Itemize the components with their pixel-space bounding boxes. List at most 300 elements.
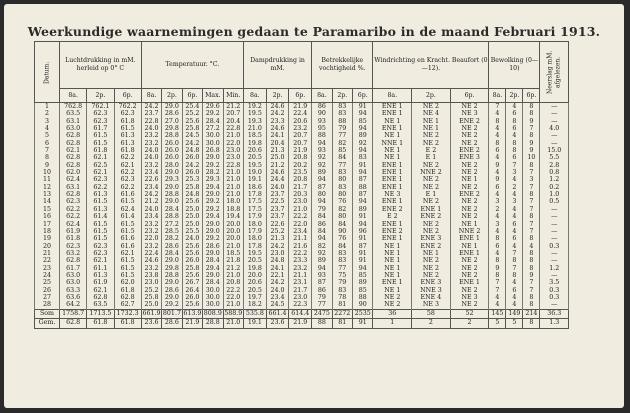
humidity-8a-cell: 79 bbox=[312, 206, 332, 213]
vapour-8a-cell: 18.6 bbox=[243, 184, 266, 191]
pressure-2p-cell: 61.5 bbox=[87, 140, 114, 147]
temp-max-cell: 30.0 bbox=[203, 294, 223, 301]
rain-cell: — bbox=[540, 110, 569, 117]
vapour-2p-cell: 22.5 bbox=[266, 198, 289, 205]
table-body bbox=[35, 103, 569, 310]
wind-6p-cell: NE 2 bbox=[450, 265, 489, 272]
pressure-2p-cell: 62.3 bbox=[87, 176, 114, 183]
table-row bbox=[35, 110, 569, 117]
humidity-6p-cell: 91 bbox=[353, 213, 373, 220]
cloud-8a-cell: 6 bbox=[489, 184, 506, 191]
vapour-8a-cell: 19.5 bbox=[243, 250, 266, 257]
humidity-2p-cell: 83 bbox=[332, 287, 352, 294]
humidity-2p-cell: 83 bbox=[332, 184, 352, 191]
wind-6p-cell: NE 2 bbox=[450, 140, 489, 147]
humidity-2p-cell: 85 bbox=[332, 147, 352, 154]
humidity-8a-cell: 79 bbox=[312, 294, 332, 301]
temp-6p-cell: 24.2 bbox=[182, 140, 202, 147]
day-cell: 19 bbox=[35, 235, 60, 242]
wind-2p-cell: ENE 2 bbox=[412, 213, 451, 220]
temp-min-cell: 22.8 bbox=[223, 125, 243, 132]
temp-8a-cell: 23.8 bbox=[141, 272, 161, 279]
totals-value: 2535 bbox=[353, 309, 373, 319]
vapour-6p-cell: 20.7 bbox=[289, 132, 312, 139]
cloud-2p-cell: 3 bbox=[506, 198, 523, 205]
cloud-6p-cell: 9 bbox=[523, 272, 540, 279]
temp-max-cell: 28.4 bbox=[203, 279, 223, 286]
wind-2p-cell: ENE 4 bbox=[412, 294, 451, 301]
day-cell: 13 bbox=[35, 191, 60, 198]
temp-2p-cell: 26.0 bbox=[162, 140, 182, 147]
cloud-2p-cell: 4 bbox=[506, 213, 523, 220]
cloud-2p-cell: 4 bbox=[506, 228, 523, 235]
page bbox=[4, 4, 624, 408]
humidity-8a-cell: 94 bbox=[312, 265, 332, 272]
table-row bbox=[35, 243, 569, 250]
humidity-8a-cell: 89 bbox=[312, 169, 332, 176]
humidity-6p-cell: 91 bbox=[353, 257, 373, 264]
cloud-6p-cell: 9 bbox=[523, 147, 540, 154]
table-row bbox=[35, 301, 569, 309]
temp-6p-cell: 25.8 bbox=[182, 265, 202, 272]
wind-6p-cell: NE 2 bbox=[450, 287, 489, 294]
vapour-2p-cell: 25.2 bbox=[266, 228, 289, 235]
rain-cell: 0.5 bbox=[540, 198, 569, 205]
pressure-2p-cell: 61.4 bbox=[87, 213, 114, 220]
rain-cell: 2.8 bbox=[540, 162, 569, 169]
temp-8a-cell: 24.0 bbox=[141, 147, 161, 154]
pressure-6p-cell: 62.7 bbox=[114, 301, 141, 309]
pressure-8a-cell: 62.8 bbox=[59, 140, 86, 147]
temp-min-cell: 21.0 bbox=[223, 272, 243, 279]
vapour-2p-cell: 24.1 bbox=[266, 265, 289, 272]
pressure-6p-cell: 62.2 bbox=[114, 154, 141, 161]
pressure-8a-cell: 63.3 bbox=[59, 287, 86, 294]
vapour-8a-cell: 19.0 bbox=[243, 169, 266, 176]
totals-value: 52 bbox=[450, 309, 489, 319]
temp-2p-cell: 28.0 bbox=[162, 162, 182, 169]
pressure-8a-cell: 62.3 bbox=[59, 243, 86, 250]
vapour-6p-cell: 21.1 bbox=[289, 235, 312, 242]
wind-6p-cell: NE 2 bbox=[450, 132, 489, 139]
pressure-2p-cell: 61.1 bbox=[87, 265, 114, 272]
rain-cell: 15.0 bbox=[540, 147, 569, 154]
temp-max-cell: 28.4 bbox=[203, 257, 223, 264]
cloud-6p-cell: 8 bbox=[523, 213, 540, 220]
pressure-6p-cell: 61.5 bbox=[114, 257, 141, 264]
cloud-8a-cell: 4 bbox=[489, 213, 506, 220]
rain-cell: 4.0 bbox=[540, 125, 569, 132]
day-cell: 27 bbox=[35, 294, 60, 301]
vapour-6p-cell: 22.3 bbox=[289, 301, 312, 309]
means-value: 81 bbox=[332, 319, 352, 329]
totals-value: 2272 bbox=[332, 309, 352, 319]
wind-6p-cell: ENE 1 bbox=[450, 279, 489, 286]
totals-value: 1758.7 bbox=[59, 309, 86, 319]
pressure-8a-cell: 61.9 bbox=[59, 228, 86, 235]
wind-6p-cell: ENE 2 bbox=[450, 118, 489, 125]
temp-max-cell: 30.0 bbox=[203, 132, 223, 139]
temp-8a-cell: 23.2 bbox=[141, 228, 161, 235]
vapour-8a-cell: 18.0 bbox=[243, 235, 266, 242]
day-cell: 17 bbox=[35, 221, 60, 228]
temp-min-cell: 18.8 bbox=[223, 206, 243, 213]
rain-cell: 3.5 bbox=[540, 279, 569, 286]
mean-row bbox=[35, 319, 569, 329]
means-value: 2 bbox=[412, 319, 451, 329]
cloud-8a-cell: 7 bbox=[489, 287, 506, 294]
pressure-2p-cell: 61.5 bbox=[87, 132, 114, 139]
temp-8a-cell: 22.6 bbox=[141, 176, 161, 183]
temp-8a-cell: 23.4 bbox=[141, 169, 161, 176]
vapour-2p-cell: 21.3 bbox=[266, 235, 289, 242]
sub-6p: 6p. bbox=[114, 89, 141, 103]
humidity-2p-cell: 76 bbox=[332, 198, 352, 205]
wind-6p-cell: NE 2 bbox=[450, 206, 489, 213]
humidity-2p-cell: 83 bbox=[332, 103, 352, 111]
humidity-6p-cell: 91 bbox=[353, 250, 373, 257]
totals-value: 36 bbox=[373, 309, 412, 319]
wind-2p-cell: E 1 bbox=[412, 154, 451, 161]
vapour-6p-cell: 22.2 bbox=[289, 213, 312, 220]
sub-min: Min. bbox=[223, 89, 243, 103]
cloud-2p-cell: 4 bbox=[506, 279, 523, 286]
pressure-8a-cell: 62.8 bbox=[59, 154, 86, 161]
pressure-2p-cell: 61.7 bbox=[87, 125, 114, 132]
wind-2p-cell: NNE 3 bbox=[412, 287, 451, 294]
humidity-8a-cell: 92 bbox=[312, 154, 332, 161]
temp-6p-cell: 26.0 bbox=[182, 169, 202, 176]
wind-8a-cell: ENE 2 bbox=[373, 206, 412, 213]
pressure-6p-cell: 61.5 bbox=[114, 125, 141, 132]
vapour-6p-cell: 20.3 bbox=[289, 191, 312, 198]
temp-min-cell: 21.2 bbox=[223, 265, 243, 272]
temp-max-cell: 30.0 bbox=[203, 301, 223, 309]
day-cell: 12 bbox=[35, 184, 60, 191]
pressure-8a-cell: 63.5 bbox=[59, 110, 86, 117]
table-row bbox=[35, 206, 569, 213]
table-row bbox=[35, 250, 569, 257]
humidity-6p-cell: 94 bbox=[353, 125, 373, 132]
cloud-8a-cell: 4 bbox=[489, 228, 506, 235]
rain-cell: — bbox=[540, 103, 569, 111]
cloud-8a-cell: 4 bbox=[489, 132, 506, 139]
table-row bbox=[35, 184, 569, 191]
pressure-2p-cell: 63.5 bbox=[87, 301, 114, 309]
temp-min-cell: 21.0 bbox=[223, 243, 243, 250]
pressure-8a-cell: 62.1 bbox=[59, 147, 86, 154]
temp-6p-cell: 26.0 bbox=[182, 294, 202, 301]
wind-8a-cell: NNE 1 bbox=[373, 140, 412, 147]
temp-min-cell: 22.0 bbox=[223, 140, 243, 147]
humidity-8a-cell: 89 bbox=[312, 257, 332, 264]
totals-value: 58 bbox=[412, 309, 451, 319]
temp-min-cell: 18.5 bbox=[223, 250, 243, 257]
temp-8a-cell: 25.8 bbox=[141, 294, 161, 301]
rain-cell: 1.0 bbox=[540, 191, 569, 198]
header-vochtigheid: Betrekkelijke vochtigheid %. bbox=[312, 42, 373, 89]
means-value: 88 bbox=[312, 319, 332, 329]
totals-label: Som bbox=[35, 309, 60, 319]
temp-8a-cell: 23.2 bbox=[141, 243, 161, 250]
humidity-8a-cell: 92 bbox=[312, 250, 332, 257]
wind-2p-cell: NE 2 bbox=[412, 176, 451, 183]
pressure-8a-cell: 63.1 bbox=[59, 118, 86, 125]
wind-6p-cell: NE 1 bbox=[450, 243, 489, 250]
day-cell: 1 bbox=[35, 103, 60, 111]
cloud-8a-cell: 8 bbox=[489, 257, 506, 264]
humidity-2p-cell: 83 bbox=[332, 250, 352, 257]
humidity-6p-cell: 89 bbox=[353, 279, 373, 286]
totals-value: 145 bbox=[489, 309, 506, 319]
wind-6p-cell: NNE 2 bbox=[450, 228, 489, 235]
temp-2p-cell: 29.0 bbox=[162, 169, 182, 176]
day-cell: 8 bbox=[35, 154, 60, 161]
humidity-8a-cell: 94 bbox=[312, 140, 332, 147]
humidity-6p-cell: 92 bbox=[353, 140, 373, 147]
means-value: 21.9 bbox=[289, 319, 312, 329]
temp-min-cell: 20.8 bbox=[223, 279, 243, 286]
means-value: 23.6 bbox=[266, 319, 289, 329]
means-label: Gem. bbox=[35, 319, 60, 329]
totals-value: 1713.5 bbox=[87, 309, 114, 319]
vapour-8a-cell: 20.6 bbox=[243, 147, 266, 154]
humidity-8a-cell: 87 bbox=[312, 279, 332, 286]
temp-2p-cell: 27.0 bbox=[162, 118, 182, 125]
temp-2p-cell: 28.5 bbox=[162, 228, 182, 235]
wind-6p-cell: ENE 2 bbox=[450, 147, 489, 154]
humidity-6p-cell: 83 bbox=[353, 154, 373, 161]
wind-2p-cell: NNE 2 bbox=[412, 169, 451, 176]
humidity-8a-cell: 87 bbox=[312, 184, 332, 191]
temp-2p-cell: 28.4 bbox=[162, 250, 182, 257]
subheader-row bbox=[35, 89, 569, 103]
day-cell: 5 bbox=[35, 132, 60, 139]
pressure-6p-cell: 61.5 bbox=[114, 228, 141, 235]
humidity-6p-cell: 94 bbox=[353, 198, 373, 205]
sub-2p: 2p. bbox=[87, 89, 114, 103]
pressure-6p-cell: 62.0 bbox=[114, 279, 141, 286]
means-value: 1.3 bbox=[540, 319, 569, 329]
humidity-2p-cell: 77 bbox=[332, 265, 352, 272]
temp-2p-cell: 29.0 bbox=[162, 198, 182, 205]
means-value: 5 bbox=[506, 319, 523, 329]
vapour-2p-cell: 23.7 bbox=[266, 191, 289, 198]
day-cell: 6 bbox=[35, 140, 60, 147]
wind-6p-cell: NE 3 bbox=[450, 110, 489, 117]
table-row bbox=[35, 228, 569, 235]
pressure-6p-cell: 62.3 bbox=[114, 110, 141, 117]
wind-2p-cell: NE 2 bbox=[412, 257, 451, 264]
temp-2p-cell: 29.0 bbox=[162, 184, 182, 191]
cloud-2p-cell: 8 bbox=[506, 140, 523, 147]
cloud-6p-cell: 7 bbox=[523, 125, 540, 132]
vapour-6p-cell: 21.7 bbox=[289, 184, 312, 191]
wind-2p-cell: NE 2 bbox=[412, 221, 451, 228]
cloud-2p-cell: 7 bbox=[506, 162, 523, 169]
temp-8a-cell: 24.2 bbox=[141, 191, 161, 198]
pressure-2p-cell: 61.5 bbox=[87, 235, 114, 242]
temp-8a-cell: 22.4 bbox=[141, 250, 161, 257]
pressure-2p-cell: 61.3 bbox=[87, 272, 114, 279]
cloud-6p-cell: 9 bbox=[523, 140, 540, 147]
humidity-8a-cell: 86 bbox=[312, 103, 332, 111]
humidity-2p-cell: 84 bbox=[332, 221, 352, 228]
pressure-2p-cell: 62.1 bbox=[87, 154, 114, 161]
vapour-8a-cell: 20.5 bbox=[243, 257, 266, 264]
day-cell: 18 bbox=[35, 228, 60, 235]
humidity-2p-cell: 88 bbox=[332, 118, 352, 125]
vapour-6p-cell: 21.6 bbox=[289, 243, 312, 250]
day-cell: 7 bbox=[35, 147, 60, 154]
cloud-2p-cell: 6 bbox=[506, 287, 523, 294]
humidity-8a-cell: 92 bbox=[312, 162, 332, 169]
pressure-8a-cell: 62.8 bbox=[59, 257, 86, 264]
vapour-2p-cell: 20.4 bbox=[266, 140, 289, 147]
rain-cell: — bbox=[540, 140, 569, 147]
pressure-6p-cell: 62.1 bbox=[114, 162, 141, 169]
humidity-2p-cell: 78 bbox=[332, 294, 352, 301]
pressure-2p-cell: 62.3 bbox=[87, 110, 114, 117]
wind-6p-cell: NE 2 bbox=[450, 213, 489, 220]
wind-6p-cell: NE 2 bbox=[450, 184, 489, 191]
pressure-6p-cell: 61.5 bbox=[114, 221, 141, 228]
table-row bbox=[35, 103, 569, 111]
cloud-6p-cell: 8 bbox=[523, 110, 540, 117]
wind-8a-cell: NE 1 bbox=[373, 147, 412, 154]
pressure-6p-cell: 61.3 bbox=[114, 132, 141, 139]
day-cell: 23 bbox=[35, 265, 60, 272]
cloud-8a-cell: 8 bbox=[489, 272, 506, 279]
table-row bbox=[35, 162, 569, 169]
pressure-6p-cell: 61.5 bbox=[114, 272, 141, 279]
temp-2p-cell: 26.0 bbox=[162, 147, 182, 154]
vapour-8a-cell: 17.5 bbox=[243, 198, 266, 205]
wind-2p-cell: NE 2 bbox=[412, 140, 451, 147]
wind-2p-cell: E 2 bbox=[412, 147, 451, 154]
vapour-6p-cell: 23.2 bbox=[289, 265, 312, 272]
day-cell: 15 bbox=[35, 206, 60, 213]
temp-6p-cell: 25.6 bbox=[182, 243, 202, 250]
cloud-8a-cell: 3 bbox=[489, 221, 506, 228]
cloud-6p-cell: 9 bbox=[523, 118, 540, 125]
vapour-6p-cell: 23.0 bbox=[289, 294, 312, 301]
temp-2p-cell: 27.2 bbox=[162, 221, 182, 228]
cloud-2p-cell: 4 bbox=[506, 191, 523, 198]
pressure-8a-cell: 62.3 bbox=[59, 198, 86, 205]
pressure-8a-cell: 64.2 bbox=[59, 301, 86, 309]
pressure-6p-cell: 62.2 bbox=[114, 169, 141, 176]
humidity-8a-cell: 94 bbox=[312, 198, 332, 205]
temp-8a-cell: 23.7 bbox=[141, 110, 161, 117]
pressure-6p-cell: 61.8 bbox=[114, 147, 141, 154]
temp-2p-cell: 28.8 bbox=[162, 213, 182, 220]
vapour-6p-cell: 23.3 bbox=[289, 257, 312, 264]
table-row bbox=[35, 140, 569, 147]
temp-min-cell: 22.8 bbox=[223, 162, 243, 169]
temp-min-cell: 19.4 bbox=[223, 213, 243, 220]
cloud-8a-cell: 4 bbox=[489, 191, 506, 198]
humidity-8a-cell: 86 bbox=[312, 221, 332, 228]
temp-6p-cell: 24.2 bbox=[182, 162, 202, 169]
table-row bbox=[35, 279, 569, 286]
cloud-2p-cell: 6 bbox=[506, 110, 523, 117]
wind-2p-cell: NE 2 bbox=[412, 228, 451, 235]
humidity-8a-cell: 93 bbox=[312, 272, 332, 279]
temp-min-cell: 21.8 bbox=[223, 257, 243, 264]
rain-cell: 0.8 bbox=[540, 169, 569, 176]
temp-6p-cell: 25.0 bbox=[182, 221, 202, 228]
sub-2p: 2p. bbox=[506, 89, 523, 103]
temp-6p-cell: 25.6 bbox=[182, 250, 202, 257]
temp-max-cell: 29.2 bbox=[203, 235, 223, 242]
pressure-6p-cell: 762.2 bbox=[114, 103, 141, 111]
sub-max: Max. bbox=[203, 89, 223, 103]
vapour-2p-cell: 21.2 bbox=[266, 162, 289, 169]
pressure-8a-cell: 61.7 bbox=[59, 265, 86, 272]
day-cell: 10 bbox=[35, 169, 60, 176]
totals-value: 36.3 bbox=[540, 309, 569, 319]
temp-8a-cell: 24.2 bbox=[141, 103, 161, 111]
vapour-6p-cell: 22.0 bbox=[289, 221, 312, 228]
humidity-2p-cell: 83 bbox=[332, 169, 352, 176]
humidity-2p-cell: 82 bbox=[332, 206, 352, 213]
vapour-6p-cell: 21.1 bbox=[289, 272, 312, 279]
humidity-2p-cell: 84 bbox=[332, 154, 352, 161]
cloud-2p-cell: 3 bbox=[506, 169, 523, 176]
temp-min-cell: 23.0 bbox=[223, 154, 243, 161]
temp-2p-cell: 28.2 bbox=[162, 235, 182, 242]
cloud-8a-cell: 3 bbox=[489, 198, 506, 205]
pressure-8a-cell: 63.0 bbox=[59, 279, 86, 286]
temp-8a-cell: 23.0 bbox=[141, 279, 161, 286]
wind-8a-cell: ENE 1 bbox=[373, 221, 412, 228]
temp-max-cell: 29.4 bbox=[203, 213, 223, 220]
temp-max-cell: 29.0 bbox=[203, 191, 223, 198]
pressure-2p-cell: 61.8 bbox=[87, 147, 114, 154]
cloud-2p-cell: 4 bbox=[506, 206, 523, 213]
temp-8a-cell: 23.2 bbox=[141, 140, 161, 147]
means-value: 2 bbox=[450, 319, 489, 329]
wind-8a-cell: NE 1 bbox=[373, 132, 412, 139]
cloud-6p-cell: 10 bbox=[523, 154, 540, 161]
sub-2p: 2p. bbox=[266, 89, 289, 103]
day-cell: 9 bbox=[35, 162, 60, 169]
totals-value: 588.9 bbox=[224, 309, 243, 317]
temp-min-cell: 21.0 bbox=[223, 132, 243, 139]
rain-cell: — bbox=[540, 221, 569, 228]
pressure-2p-cell: 62.1 bbox=[87, 287, 114, 294]
wind-8a-cell: ENE 1 bbox=[373, 125, 412, 132]
table-row bbox=[35, 147, 569, 154]
wind-8a-cell: NE 1 bbox=[373, 250, 412, 257]
pressure-8a-cell: 63.0 bbox=[59, 125, 86, 132]
vapour-6p-cell: 23.4 bbox=[289, 228, 312, 235]
humidity-2p-cell: 82 bbox=[332, 140, 352, 147]
means-value: 21.9 bbox=[182, 319, 202, 329]
temp-6p-cell: 25.6 bbox=[182, 301, 202, 309]
temp-max-cell: 26.8 bbox=[203, 147, 223, 154]
rain-cell: — bbox=[540, 250, 569, 257]
vapour-6p-cell: 22.2 bbox=[289, 250, 312, 257]
humidity-6p-cell: 89 bbox=[353, 206, 373, 213]
cloud-6p-cell: 8 bbox=[523, 294, 540, 301]
pressure-6p-cell: 61.5 bbox=[114, 265, 141, 272]
wind-2p-cell: NE 2 bbox=[412, 184, 451, 191]
vapour-6p-cell: 21.9 bbox=[289, 147, 312, 154]
temp-max-cell: 29.0 bbox=[203, 154, 223, 161]
cloud-8a-cell: 9 bbox=[489, 265, 506, 272]
